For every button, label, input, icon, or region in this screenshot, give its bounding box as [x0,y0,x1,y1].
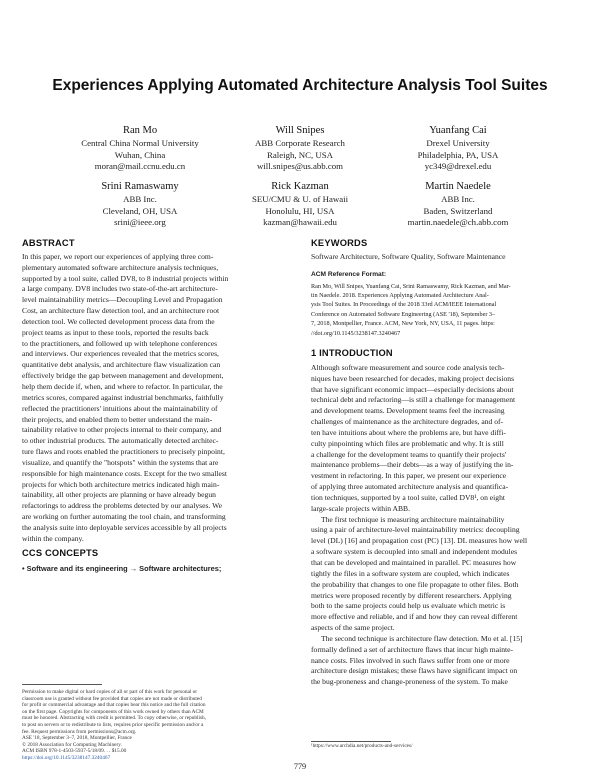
intro-line: more effective and reliable, and if and how they can reveal different [311,612,518,622]
author-email[interactable]: kazman@hawaii.edu [263,217,337,227]
abstract-line: quantitative debt analysis, and architecture flaw visualization can [22,360,221,370]
abstract-line: their projects, and enabled them to better understand the main- [22,414,213,424]
author-block [358,180,558,229]
abstract-line: detection tool. We collected development process data from the [22,316,215,326]
ccs-item-text: Software and its engineering → Software architectures; [26,564,222,573]
intro-line: large-scale projects within ABB. [311,503,410,513]
intro-line: the probability that changes to one file propagate to other files. Both [311,579,519,589]
author-affiliation: ABB Inc. [441,194,475,204]
acm-ref-line: //doi.org/10.1145/3238147.3240467 [311,329,401,337]
intro-line: ten have intuitions about where the problems are, but have diffi- [311,427,506,437]
abstract-line: level maintainability metrics—Decoupling Level and Propagation [22,295,223,305]
intro-line: level (DL) [16] and propagation cost (PC) [13]. DL measures how well [311,536,528,546]
intro-line: culty pinpointing which files are problematic and why. It is still [311,438,504,448]
author-name: Srini Ramaswamy [101,181,179,192]
abstract-line: tainability relative to other projects internal to their company, and [22,425,222,435]
acm-ref-line: Conference on Automated Software Engineering (ASE '18), September 3– [311,310,496,318]
intro-line: using a pair of architecture-level maintainability metrics: decoupling [311,525,520,535]
abstract-line: and interviews. Our experiences revealed that the metrics scores, [22,349,219,359]
abstract-line: help them decide if, when, and where to refactor. In particular, the [22,381,223,391]
author-email[interactable]: moran@mail.ccnu.edu.cn [94,161,186,171]
abstract-line: to the practitioners, and followed up with telephone conferences [22,338,218,348]
acm-ref-line: Ran Mo, Will Snipes, Yuanfang Cai, Srini Ramaswamy, Rick Kazman, and Mar- [311,282,511,290]
right-column [311,238,579,688]
acm-ref-line: ysis Tool Suites. In Proceedings of the 2018 33rd ACM/IEEE International [311,301,497,309]
ccs-item [22,564,287,573]
permission-line: classroom use is granted without fee provided that copies are not made or distributed [22,695,202,702]
intro-line: metrics were proposed recently by different researchers. Applying [311,590,512,600]
paper-title: Experiences Applying Automated Architecture Analysis Tool Suites [52,77,548,94]
footnote-divider [311,741,391,742]
abstract-line: In this paper, we report our experiences of applying three com- [22,251,214,261]
intro-line: architecture design mistakes; these flaws have significant impact on [311,666,518,676]
permission-line: must be honored. Abstracting with credit is permitted. To copy otherwise, or republish, [22,715,207,722]
abstract-heading: ABSTRACT [22,238,75,248]
author-location: Cleveland, OH, USA [102,205,178,216]
intro-line: that can be developed and maintained in parallel. PC measures how [311,558,517,567]
page-number: 779 [293,762,307,771]
permission-line: on the first page. Copyrights for components of this work owned by others than ACM [22,708,204,715]
author-name: Martin Naedele [425,181,491,192]
acm-ref-heading: ACM Reference Format: [311,270,387,278]
intro-line: niques have been researched for decades, making project decisions [311,373,515,383]
author-name: Ran Mo [122,125,158,136]
permission-line: to post on servers or to redistribute to lists, requires prior specific permission and/or a [22,721,204,728]
intro-line: formally defined a set of architecture flaws that incur high mainte- [311,644,513,654]
permission-line: ASE '18, September 3–7, 2018, Montpellier, France [22,735,132,742]
abstract-line: ture flaws and roots enabled the practitioners to precisely pinpoint, [22,447,225,457]
abstract-line: effectively bridge the gap between management and development, [22,371,224,381]
intro-line: a software system is decoupled into small and independent modules [311,547,518,557]
intro-line: the bug-proneness and change-proneness of the system. To make [311,677,508,687]
author-location: Raleigh, NC, USA [267,149,333,160]
abstract-line: within the company. [22,533,84,543]
abstract-line: projects for which both architecture metrics indicated high main- [22,479,220,489]
permission-line: © 2018 Association for Computing Machinery. [22,741,122,748]
author-location: Wuhan, China [114,149,166,160]
intro-paragraph [311,363,579,515]
intro-line: nance costs. Files involved in such flaws suffer from one or more [311,655,510,665]
intro-line: that have significant economic impact—especially decisions about [311,384,514,394]
ccs-bullet: • [22,564,25,573]
permission-block [22,689,287,762]
author-email[interactable]: srini@ieee.org [114,217,166,227]
author-email[interactable]: yc349@drexel.edu [424,161,492,171]
abstract-line: a large company. DV8 includes two state-of-the-art architecture- [22,284,218,294]
intro-line: maintenance problems—their debts—as a way of justifying the in- [311,460,514,470]
author-email[interactable]: martin.naedele@ch.abb.com [407,217,509,227]
acm-reference [311,282,579,338]
author-location: Philadelphia, PA, USA [417,149,499,160]
intro-line: vestment in refactoring. In this paper, we present our experience [311,471,507,481]
intro-line: technical debt and refactoring—is still a challenge for management [311,395,516,405]
author-email[interactable]: will.snipes@us.abb.com [256,161,344,171]
abstract-section [22,238,288,545]
abstract-line: are working on further automating the tool chain, and transforming [22,512,226,522]
author-name: Will Snipes [275,125,325,136]
footnote[interactable]: ¹https://www.archdia.net/products-and-services/ [311,743,413,749]
abstract-line: refactorings to address the problems detected by our analyses. We [22,501,222,511]
intro-line: a challenge for the development teams to quantify their projects' [311,449,507,459]
author-location: Honolulu, HI, USA [265,205,335,216]
abstract-line: Cost, an architecture flaw detection tool, and an architecture root [22,306,220,316]
permission-divider [22,684,102,685]
author-affiliation: ABB Corporate Research [255,138,345,148]
abstract-line: to other industrial products. The automatically detected architec- [22,436,219,446]
author-affiliation: ABB Inc. [123,194,157,204]
intro-line: and development teams. Development teams feel the increasing [311,406,505,416]
permission-line: fee. Request permissions from permissions@acm.org. [22,728,137,735]
keywords-heading: KEYWORDS [311,238,368,248]
intro-paragraph [311,515,579,634]
intro-line: tightly the files in a software system are coupled, which indicates [311,568,510,578]
abstract-line: visualize, and quantify the "hotspots" within the systems that are [22,457,219,467]
permission-line: Permission to make digital or hard copies of all or part of this work for personal or [22,689,198,695]
intro-line: of applying three automated architecture analysis and quantifica- [311,482,509,492]
intro-heading: 1 INTRODUCTION [311,347,393,358]
abstract-line: supported by a tool suite, called DV8, to 8 industrial projects within [22,273,229,283]
abstract-line: reflected the practitioners' intuitions about the maintainability of [22,403,218,413]
intro-line: Although software measurement and source code analysis tech- [311,362,505,372]
permission-line: for profit or commercial advantage and that copies bear this notice and the full citation [22,702,206,709]
abstract-line: project teams as input to these tools, reported the results back [22,327,209,337]
intro-line: The second technique is architecture flaw detection. Mo et al. [15] [321,633,523,643]
author-block [358,124,558,173]
intro-paragraph [311,634,579,688]
abstract-line: plementary automated software architecture analysis techniques, [22,262,219,272]
intro-line: challenges of maintenance as the architecture degrades, and of- [311,417,504,427]
abstract-line: tainability, all other projects are planning or have already begun [22,490,216,500]
ccs-heading: CCS CONCEPTS [22,548,99,558]
author-name: Yuanfang Cai [429,125,487,136]
keywords-text: Software Architecture, Software Quality, Software Maintenance [311,251,506,261]
author-affiliation: Drexel University [426,138,490,148]
abstract-line: responsible for high maintenance costs. Except for the two smallest [22,468,227,478]
permission-line: ACM ISBN 978-1-4503-5937-5/18/09. . . $15.00 [22,748,127,755]
intro-line: The first technique is measuring architecture maintainability [321,514,505,524]
ccs-concepts-section [22,548,287,573]
author-affiliation: SEU/CMU & U. of Hawaii [251,194,349,204]
acm-ref-line: tin Naedele. 2018. Experiences Applying Automated Architecture Anal- [311,291,489,299]
abstract-body [22,252,288,545]
abstract-line: the analysis suite into deployable services accessible by all projects [22,522,227,532]
intro-line: aspects of the same project. [311,623,395,633]
permission-line: https://doi.org/10.1145/3238147.3240467 [22,754,111,761]
author-affiliation: Central China Normal University [81,138,199,148]
author-location: Baden, Switzerland [423,205,493,216]
author-name: Rick Kazman [271,181,329,192]
intro-line: tion techniques, supported by a tool suite, called DV8¹, on eight [311,492,505,502]
abstract-line: metrics scores, compared against industrial benchmarks, faithfully [22,392,224,402]
intro-line: both to the same projects could help us evaluate which metric is [311,601,506,611]
acm-ref-line: 7, 2018, Montpellier, France. ACM, New York, NY, USA, 11 pages. https: [311,320,495,328]
